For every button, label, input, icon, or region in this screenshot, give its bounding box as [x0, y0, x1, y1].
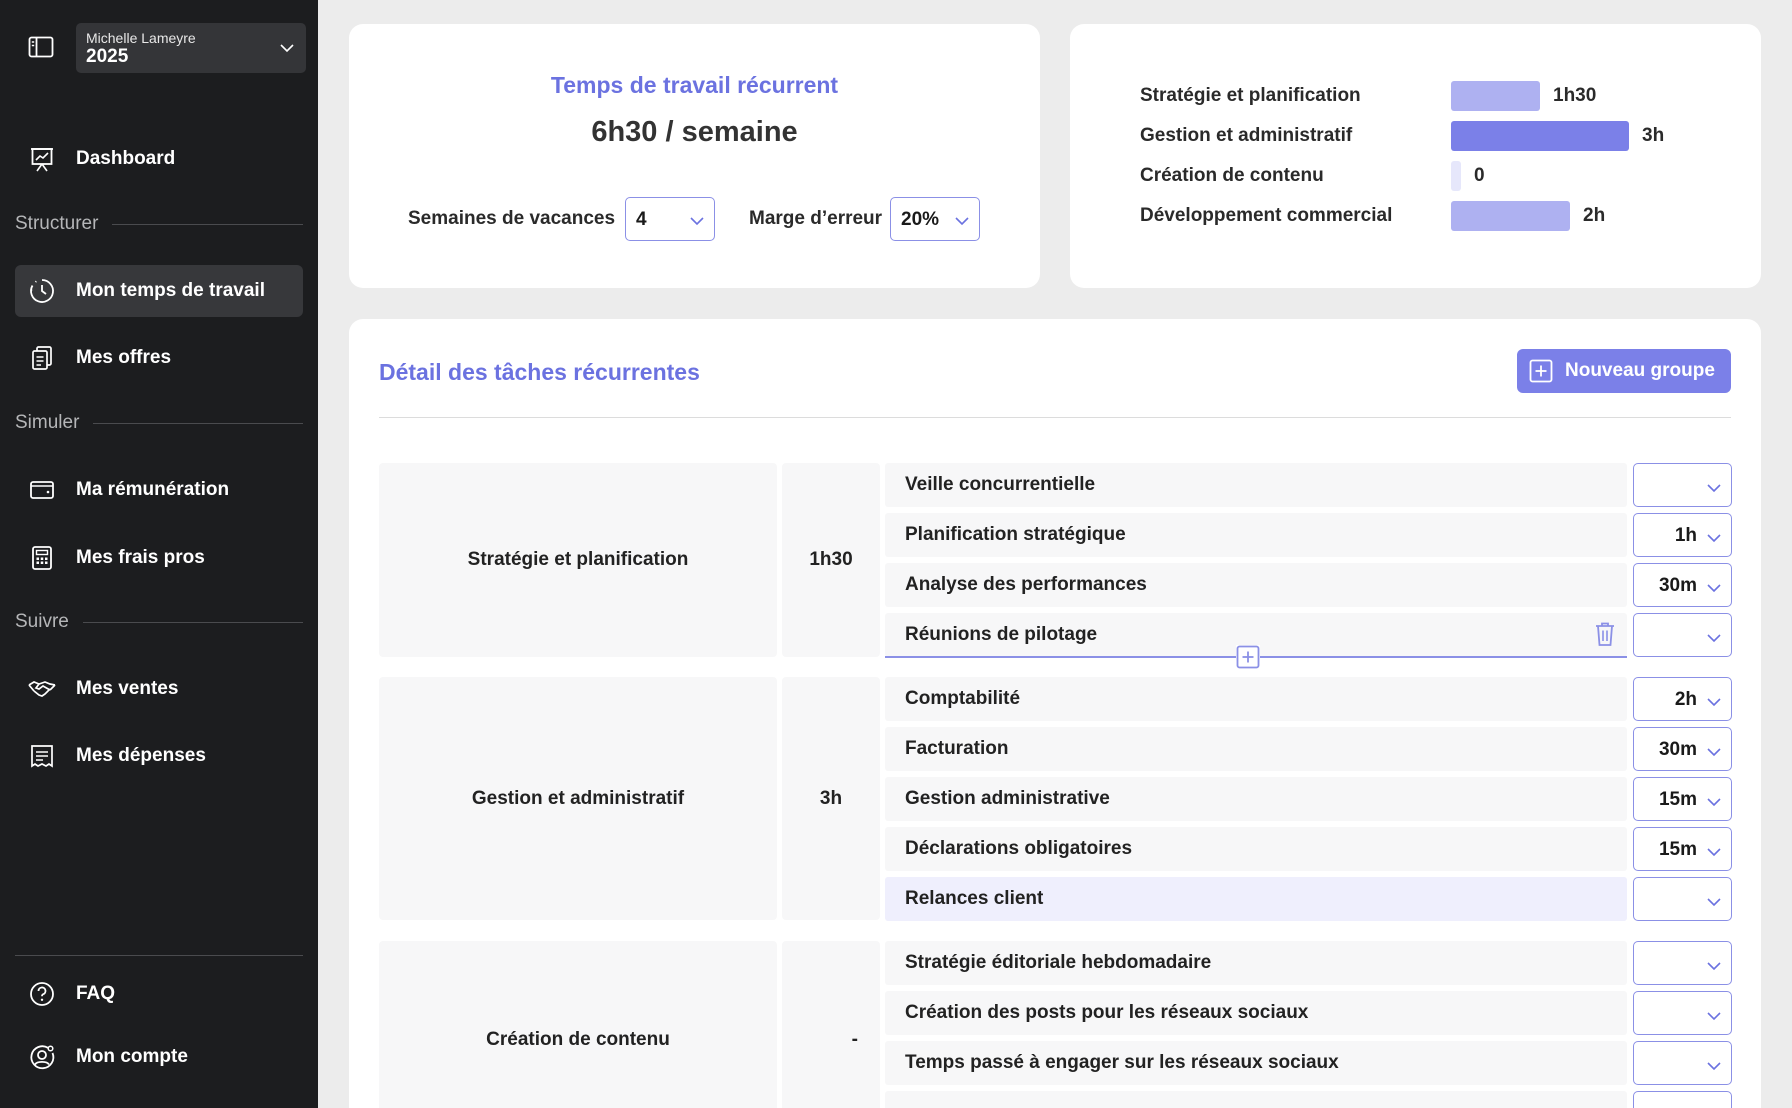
nav-mes-ventes[interactable]	[15, 663, 303, 715]
year-value: 2025	[86, 46, 129, 67]
recurring-tasks-card	[349, 319, 1761, 1108]
category-bar	[1451, 81, 1540, 111]
chevron-down-icon	[1707, 1058, 1721, 1076]
nav-label: Mon temps de travail	[76, 280, 265, 301]
task-row[interactable]	[885, 563, 1627, 607]
category-name: Développement commercial	[1140, 205, 1393, 226]
section-simuler	[15, 412, 303, 434]
task-name: Réunions de pilotage	[905, 624, 1098, 645]
recurring-time-card	[349, 24, 1040, 288]
task-duration-select[interactable]	[1633, 827, 1732, 871]
chevron-down-icon	[690, 213, 704, 231]
recurring-time-title: Temps de travail récurrent	[550, 72, 839, 98]
category-row	[1140, 161, 1740, 191]
task-name: Facturation	[905, 738, 1009, 759]
handshake-icon	[27, 674, 57, 704]
nav-label: Dashboard	[76, 148, 176, 169]
task-duration-select[interactable]	[1633, 563, 1732, 607]
task-duration-select[interactable]	[1633, 727, 1732, 771]
task-name: Planification stratégique	[905, 524, 1126, 545]
user-settings-icon	[27, 1042, 57, 1072]
task-duration-select[interactable]	[1633, 1091, 1732, 1108]
presentation-chart-icon	[27, 144, 57, 174]
section-suivre	[15, 611, 303, 633]
task-duration-select[interactable]	[1633, 941, 1732, 985]
plus-square-icon	[1529, 359, 1553, 383]
task-duration-select[interactable]	[1633, 877, 1732, 921]
sidebar-header	[22, 22, 304, 74]
task-duration-select[interactable]	[1633, 463, 1732, 507]
user-name: Michelle Lameyre	[86, 30, 196, 46]
task-name: Temps passé à engager sur les réseaux sociaux	[905, 1052, 1339, 1073]
group-total: 1h30	[782, 463, 880, 657]
documents-icon	[27, 343, 57, 373]
category-name: Gestion et administratif	[1140, 125, 1353, 146]
recurring-time-value: 6h30 / semaine	[591, 116, 798, 148]
task-row[interactable]	[885, 777, 1627, 821]
chevron-down-icon	[1707, 794, 1721, 812]
title-divider	[379, 417, 1731, 418]
chevron-down-icon	[1707, 958, 1721, 976]
task-name: Relances client	[905, 888, 1044, 909]
task-duration-select[interactable]	[1633, 613, 1732, 657]
calculator-icon	[27, 543, 57, 573]
category-bar	[1451, 121, 1629, 151]
task-row[interactable]	[885, 677, 1627, 721]
nav-label: Mon compte	[76, 1046, 188, 1067]
sidebar-toggle-icon[interactable]	[28, 36, 54, 58]
task-row[interactable]	[885, 1091, 1627, 1108]
trash-icon[interactable]	[1594, 621, 1616, 652]
task-row[interactable]	[885, 1041, 1627, 1085]
category-bar	[1451, 201, 1570, 231]
task-duration: 15m	[1658, 789, 1697, 810]
chevron-down-icon	[955, 213, 969, 231]
nav-dashboard[interactable]	[15, 133, 303, 185]
task-name: Gestion administrative	[905, 788, 1110, 809]
task-name: Comptabilité	[905, 688, 1021, 709]
chevron-down-icon	[1707, 694, 1721, 712]
task-row[interactable]	[885, 991, 1627, 1035]
clock-icon	[27, 276, 57, 306]
task-row[interactable]	[885, 513, 1627, 557]
category-row	[1140, 81, 1740, 111]
group-name[interactable]: Stratégie et planification	[379, 463, 777, 657]
task-row[interactable]	[885, 877, 1627, 921]
user-year-select[interactable]	[76, 23, 306, 73]
vacances-label: Semaines de vacances	[408, 208, 616, 229]
task-duration-select[interactable]	[1633, 777, 1732, 821]
task-row[interactable]	[885, 727, 1627, 771]
group-total: -	[782, 941, 880, 1108]
new-group-label: Nouveau groupe	[1565, 360, 1715, 381]
task-row[interactable]	[885, 941, 1627, 985]
marge-select[interactable]	[890, 197, 980, 241]
chevron-down-icon	[1707, 1008, 1721, 1026]
task-duration-select[interactable]	[1633, 991, 1732, 1035]
nav-faq[interactable]	[15, 968, 303, 1020]
category-value: 3h	[1642, 125, 1665, 146]
task-duration: 30m	[1658, 575, 1697, 596]
chevron-down-icon	[280, 40, 294, 58]
group-name[interactable]: Gestion et administratif	[379, 677, 777, 920]
chevron-down-icon	[1707, 580, 1721, 598]
help-circle-icon	[27, 979, 57, 1009]
chevron-down-icon	[1707, 630, 1721, 648]
task-name: Analyse des performances	[905, 574, 1147, 595]
nav-mes-frais-pros[interactable]	[15, 532, 303, 584]
vacances-select[interactable]	[625, 197, 715, 241]
marge-label: Marge d’erreur	[749, 208, 883, 229]
category-row	[1140, 201, 1740, 231]
chevron-down-icon	[1707, 744, 1721, 762]
category-value: 0	[1474, 165, 1485, 186]
wallet-icon	[27, 475, 57, 505]
nav-mes-depenses[interactable]	[15, 730, 303, 782]
nav-label: Mes frais pros	[76, 547, 205, 568]
nav-label: Mes offres	[76, 347, 172, 368]
category-name: Stratégie et planification	[1140, 85, 1361, 106]
task-row[interactable]	[885, 463, 1627, 507]
category-value: 2h	[1583, 205, 1606, 226]
task-duration-select[interactable]	[1633, 1041, 1732, 1085]
nav-label: Ma rémunération	[76, 479, 230, 500]
marge-value: 20%	[901, 209, 940, 230]
sidebar	[0, 0, 318, 1108]
category-value: 1h30	[1553, 85, 1597, 106]
vacances-value: 4	[636, 209, 647, 230]
task-duration: 15m	[1658, 839, 1697, 860]
task-duration: 30m	[1658, 739, 1697, 760]
nav-mon-compte[interactable]	[15, 1031, 303, 1083]
receipt-icon	[27, 741, 57, 771]
section-label: Suivre	[15, 611, 69, 632]
group-name[interactable]: Création de contenu	[379, 941, 777, 1108]
nav-mon-temps-de-travail[interactable]	[15, 265, 303, 317]
new-group-button[interactable]	[1517, 349, 1731, 393]
task-row[interactable]	[885, 827, 1627, 871]
nav-label: Mes dépenses	[76, 745, 206, 766]
category-bar	[1451, 161, 1461, 191]
chevron-down-icon	[1707, 530, 1721, 548]
recurring-tasks-title: Détail des tâches récurrentes	[379, 359, 700, 385]
task-duration-select[interactable]	[1633, 513, 1732, 557]
section-label: Structurer	[15, 213, 99, 234]
section-structurer	[15, 213, 303, 235]
section-label: Simuler	[15, 412, 80, 433]
task-name: Déclarations obligatoires	[905, 838, 1133, 859]
nav-mes-offres[interactable]	[15, 332, 303, 384]
category-name: Création de contenu	[1140, 165, 1324, 186]
nav-label: Mes ventes	[76, 678, 179, 699]
nav-ma-remuneration[interactable]	[15, 464, 303, 516]
group-total: 3h	[782, 677, 880, 920]
task-name: Création des posts pour les réseaux sociaux	[905, 1002, 1309, 1023]
nav-label: FAQ	[76, 983, 116, 1004]
category-breakdown-card	[1070, 24, 1761, 288]
chevron-down-icon	[1707, 844, 1721, 862]
task-name: Stratégie éditoriale hebdomadaire	[905, 952, 1212, 973]
add-task-icon[interactable]	[1236, 645, 1260, 669]
sidebar-divider	[15, 955, 303, 956]
task-duration: 1h	[1674, 525, 1697, 546]
chevron-down-icon	[1707, 480, 1721, 498]
task-duration-select[interactable]	[1633, 677, 1732, 721]
chevron-down-icon	[1707, 894, 1721, 912]
category-row	[1140, 121, 1740, 151]
task-duration: 2h	[1674, 689, 1697, 710]
task-name: Veille concurrentielle	[905, 474, 1096, 495]
